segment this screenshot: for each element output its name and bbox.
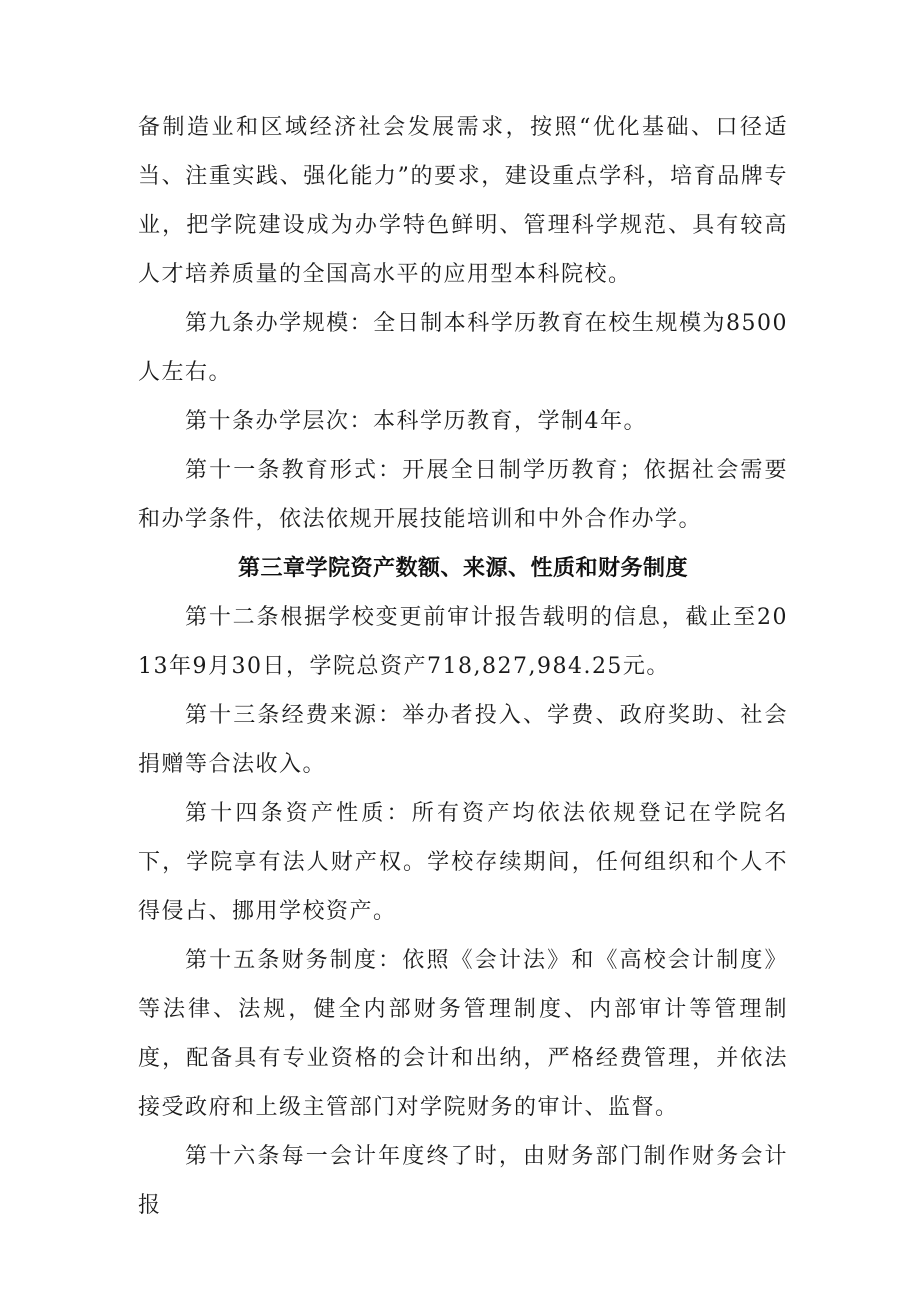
article-11-paragraph: 第十一条教育形式：开展全日制学历教育；依据社会需要和办学条件，依法依规开展技能培训和中外合作办学。 bbox=[138, 458, 788, 532]
article-15-paragraph: 第十五条财务制度：依照《会计法》和《高校会计制度》等法律、法规，健全内部财务管理制度、内部审计等管理制度，配备具有专业资格的会计和出纳，严格经费管理，并依法接受政府和上级主管部门对学院财务的审计、监督。 bbox=[138, 948, 788, 1120]
paragraph-continuation: 备制造业和区域经济社会发展需求，按照“优化基础、口径适当、注重实践、强化能力”的要求，建设重点学科，培育品牌专业，把学院建设成为办学特色鲜明、管理科学规范、具有较高人才培养质量的全国高水平的应用型本科院校。 bbox=[138, 115, 788, 287]
article-10-paragraph: 第十条办学层次：本科学历教育，学制4年。 bbox=[185, 409, 647, 434]
article-14-paragraph: 第十四条资产性质：所有资产均依法依规登记在学院名下，学院享有法人财产权。学校存续期间，任何组织和个人不得侵占、挪用学校资产。 bbox=[138, 801, 788, 924]
chapter-3-heading: 第三章学院资产数额、来源、性质和财务制度 bbox=[237, 556, 688, 581]
article-9-paragraph: 第九条办学规模：全日制本科学历教育在校生规模为8500人左右。 bbox=[138, 311, 788, 385]
article-13-paragraph: 第十三条经费来源：举办者投入、学费、政府奖助、社会捐赠等合法收入。 bbox=[138, 703, 788, 777]
document-body bbox=[138, 103, 788, 1230]
article-16-paragraph: 第十六条每一会计年度终了时，由财务部门制作财务会计报 bbox=[138, 1144, 788, 1218]
article-12-paragraph: 第十二条根据学校变更前审计报告载明的信息，截止至2013年9月30日，学院总资产718,827,984.25元。 bbox=[138, 605, 788, 679]
